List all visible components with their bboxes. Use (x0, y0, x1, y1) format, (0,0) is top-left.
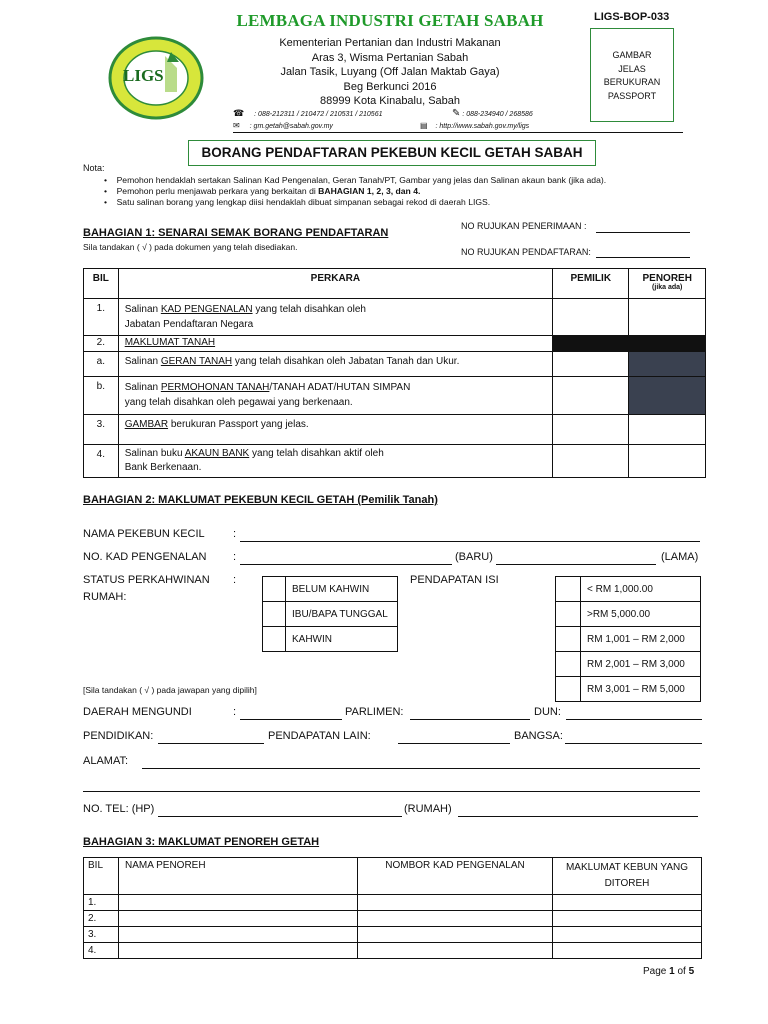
rujukan-pendaftaran-field[interactable] (596, 256, 690, 258)
table-row: 1. (84, 895, 702, 911)
rujukan-pendaftaran: NO RUJUKAN PENDAFTARAN: (461, 247, 591, 257)
checkbox-pemilik[interactable] (553, 415, 629, 445)
computer-icon: ▤ (420, 121, 428, 130)
pendapatan-lain-field[interactable] (398, 742, 510, 744)
col-pemilik: PEMILIK (553, 269, 629, 299)
nota-item: • Satu salinan borang yang lengkap diisi hendaklah dibuat simpanan sebagai rekod di daerah LIGS. (104, 197, 491, 207)
photo-box-line: BERUKURAN (603, 77, 661, 87)
rujukan-penerimaan: NO RUJUKAN PENERIMAAN : (461, 221, 587, 231)
col-maklumat-kebun: MAKLUMAT KEBUN YANG DITOREH (553, 858, 702, 895)
nota-list (104, 175, 704, 208)
nota-item: • Pemohon hendaklah sertakan Salinan Kad Pengenalan, Geran Tanah/PT, Gambar yang jelas dan Salinan akaun bank (jika ada). (104, 175, 607, 185)
col-nama-penoreh: NAMA PENOREH (119, 858, 358, 895)
shaded-cell (629, 377, 706, 415)
nama-field[interactable] (240, 540, 700, 542)
pendapatan-options (555, 576, 701, 702)
phone-icon: ☎ (233, 108, 245, 118)
tel-hp-label: NO. TEL: (HP) (83, 803, 155, 815)
status-option[interactable]: BELUM KAHWIN (263, 577, 398, 602)
penoreh-table (83, 857, 702, 959)
pendapatan-checkbox[interactable] (556, 602, 581, 627)
nota-item: • Pemohon perlu menjawab perkara yang berkaitan di BAHAGIAN 1, 2, 3, dan 4. (104, 186, 421, 196)
dun-label: DUN: (534, 706, 561, 718)
photo-box-line: PASSPORT (607, 90, 657, 101)
checkbox-pemilik[interactable] (553, 377, 629, 415)
table-row: 4. Salinan buku AKAUN BANK yang telah disahkan aktif oleh Bank Berkenaan. (84, 445, 706, 478)
address-line: Jalan Tasik, Luyang (Off Jalan Maktab Gaya) (280, 66, 500, 78)
tel-rumah-field[interactable] (458, 815, 698, 817)
tel-hp-field[interactable] (158, 815, 402, 817)
status-options (262, 576, 398, 652)
checkbox-pemilik[interactable] (553, 352, 629, 377)
table-row: 2. (84, 911, 702, 927)
checklist-table (83, 268, 706, 478)
checkbox-penoreh[interactable] (629, 415, 706, 445)
pendidikan-label: PENDIDIKAN: (83, 730, 154, 742)
alamat-label: ALAMAT: (83, 755, 129, 767)
tanda-note: [Sila tandakan ( √ ) pada jawapan yang dipilih] (83, 685, 257, 695)
pendapatan-option[interactable]: RM 2,001 – RM 3,000 (556, 652, 701, 677)
org-name: LEMBAGA INDUSTRI GETAH SABAH (236, 11, 544, 30)
address-line: Beg Berkunci 2016 (343, 80, 437, 93)
ic-label: NO. KAD PENGENALAN (83, 551, 207, 563)
phone-row (233, 108, 383, 119)
bahagian1-title: BAHAGIAN 1: SENARAI SEMAK BORANG PENDAFTARAN (83, 227, 389, 239)
checkbox-pemilik[interactable] (553, 299, 629, 336)
lama-label: (LAMA) (661, 551, 699, 563)
col-bil: BIL (84, 269, 119, 299)
website-url: : http://www.sabah.gov.my/ligs (435, 123, 530, 130)
pendapatan-checkbox[interactable] (556, 652, 581, 677)
address-line: Aras 3, Wisma Pertanian Sabah (311, 51, 469, 64)
pendapatan-lain-label: PENDAPATAN LAIN: (268, 730, 371, 742)
rujukan-penerimaan-field[interactable] (596, 231, 690, 233)
dun-field[interactable] (566, 718, 702, 720)
col-kad-pengenalan: NOMBOR KAD PENGENALAN (358, 858, 553, 895)
bangsa-label: BANGSA: (514, 730, 563, 742)
dark-cell (553, 336, 629, 352)
table-row: b. Salinan PERMOHONAN TANAH/TANAH ADAT/HUTAN SIMPAN yang telah disahkan oleh pegawai yang berkenaan. (84, 377, 706, 415)
nota-label: Nota: (83, 163, 105, 173)
bangsa-field[interactable] (565, 742, 702, 744)
dark-cell (629, 336, 706, 352)
fax-icon: ✎ (452, 108, 461, 119)
tel-rumah-label: (RUMAH) (404, 803, 452, 815)
col-perkara: PERKARA (118, 269, 552, 299)
pendapatan-label: PENDAPATAN ISI (410, 574, 499, 586)
address-line: Kementerian Pertanian dan Industri Makanan (279, 37, 501, 49)
pendapatan-option[interactable]: RM 3,001 – RM 5,000 (556, 677, 701, 702)
table-row: 4. (84, 943, 702, 959)
parlimen-field[interactable] (410, 718, 530, 720)
photo-box-line: JELAS (618, 63, 646, 74)
pendapatan-checkbox[interactable] (556, 677, 581, 702)
status-checkbox[interactable] (263, 602, 286, 627)
status-checkbox[interactable] (263, 627, 286, 652)
table-row: 3. (84, 927, 702, 943)
address-line: 88999 Kota Kinabalu, Sabah (319, 95, 461, 107)
table-row: 3. GAMBAR berukuran Passport yang jelas. (84, 415, 706, 445)
checkbox-pemilik[interactable] (553, 445, 629, 478)
baru-label: (BARU) (455, 551, 493, 563)
logo-text: LIGS (123, 66, 164, 85)
email-icon: ✉ (233, 121, 240, 130)
shaded-cell (629, 352, 706, 377)
form-title: BORANG PENDAFTARAN PEKEBUN KECIL GETAH SABAH (188, 140, 596, 166)
address-block (200, 36, 580, 109)
page-indicator: Page 1 of 5 (643, 966, 695, 977)
email-address: : gm.getah@sabah.gov.my (249, 123, 333, 130)
pendidikan-field[interactable] (158, 742, 264, 744)
daerah-field[interactable] (240, 718, 342, 720)
status-option[interactable]: KAHWIN (263, 627, 398, 652)
phone-numbers: : 088-212311 / 210472 / 210531 / 210561 (254, 111, 383, 118)
fax-numbers: : 088-234940 / 268586 (462, 111, 533, 118)
pendapatan-option[interactable]: RM 1,001 – RM 2,000 (556, 627, 701, 652)
email-row (233, 121, 333, 130)
header-divider (233, 132, 683, 133)
alamat-field-2[interactable] (83, 790, 700, 792)
checkbox-penoreh[interactable] (629, 445, 706, 478)
logo (107, 36, 205, 120)
status-option[interactable]: IBU/BAPA TUNGGAL (263, 602, 398, 627)
website-row (420, 121, 529, 130)
col-bil: BIL (84, 858, 119, 895)
bahagian2-title: BAHAGIAN 2: MAKLUMAT PEKEBUN KECIL GETAH (Pemilik Tanah) (83, 494, 438, 506)
bahagian1-subtitle: Sila tandakan ( √ ) pada dokumen yang telah disediakan. (83, 242, 298, 252)
pendapatan-checkbox[interactable] (556, 577, 581, 602)
status-checkbox[interactable] (263, 577, 286, 602)
alamat-field-1[interactable] (142, 767, 700, 769)
table-row: a. Salinan GERAN TANAH yang telah disahkan oleh Jabatan Tanah dan Ukur. (84, 352, 706, 377)
pendapatan-option[interactable]: >RM 5,000.00 (556, 602, 701, 627)
parlimen-label: PARLIMEN: (345, 706, 404, 718)
status-label: STATUS PERKAHWINAN (83, 574, 210, 586)
pendapatan-checkbox[interactable] (556, 627, 581, 652)
fax-row (452, 108, 533, 119)
table-row: 1. Salinan KAD PENGENALAN yang telah disahkan oleh Jabatan Pendaftaran Negara (84, 299, 706, 336)
checkbox-penoreh[interactable] (629, 299, 706, 336)
form-code: LIGS-BOP-033 (594, 11, 670, 23)
nama-label: NAMA PEKEBUN KECIL (83, 528, 205, 540)
photo-box-line: GAMBAR (612, 50, 652, 60)
ic-baru-field[interactable] (240, 563, 452, 565)
bahagian3-title: BAHAGIAN 3: MAKLUMAT PENOREH GETAH (83, 836, 320, 848)
ic-lama-field[interactable] (496, 563, 656, 565)
table-row: 2. MAKLUMAT TANAH (84, 336, 706, 352)
col-penoreh: PENOREH (jika ada) (629, 269, 706, 299)
rumah-label: RUMAH: (83, 591, 127, 603)
daerah-label: DAERAH MENGUNDI (83, 706, 192, 718)
pendapatan-option[interactable]: < RM 1,000.00 (556, 577, 701, 602)
photo-box (590, 28, 674, 122)
